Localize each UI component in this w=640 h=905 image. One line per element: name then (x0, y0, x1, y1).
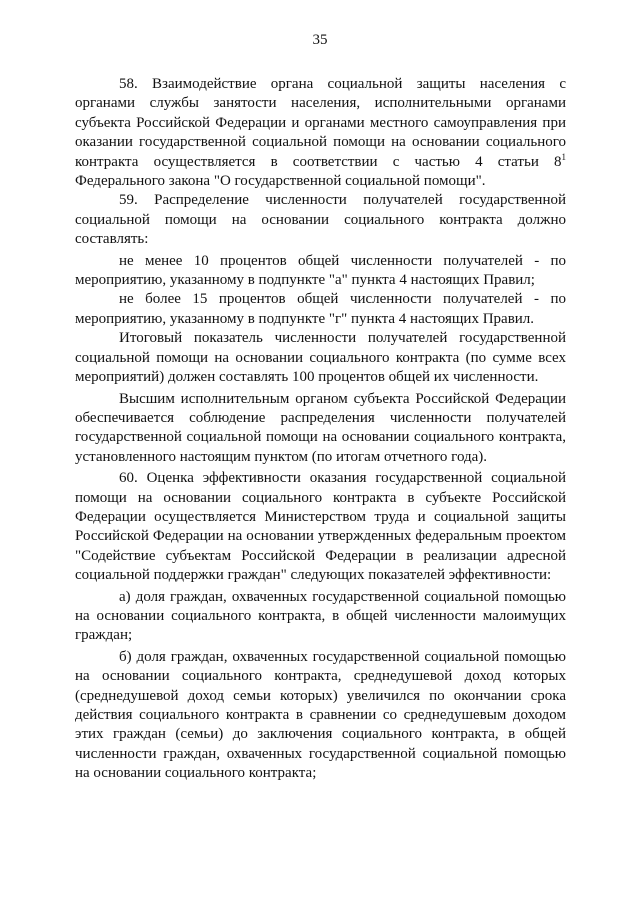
paragraph-59-item-min: не менее 10 процентов общей численности получателей - по мероприятию, указанному в подпункте "а" пункта 4 настоящих Правил; (75, 252, 566, 289)
paragraph-60-item-a: а) доля граждан, охваченных государственной социальной помощью на основании социального контракта, в общей численности малоимущих граждан; (75, 588, 566, 644)
page-number: 35 (312, 32, 328, 48)
paragraph-60-item-b: б) доля граждан, охваченных государственной социальной помощью на основании социального контракта, среднедушевой доход которых (среднедушевой доход семьи которых) увеличился по окончании срока действия социального контракта в сравнении со среднедушевым доходом этих граждан (семьи) до заключения социального контракта, в общей численности граждан, охваченных государственной социальной помощью на основании социального контракта; (75, 648, 566, 782)
paragraph-59: 59. Распределение численности получателей государственной социальной помощи на основании социального контракта должно составлять: (75, 192, 566, 248)
paragraph-60: 60. Оценка эффективности оказания государственной социальной помощи на основании социального контракта в субъекте Российской Федерации осуществляется Министерством труда и социальной защиты Российской Федерации на основании утвержденных федеральным проектом "Содействие субъектам Российской Федерации в реализации адресной социальной поддержки граждан" следующих показателей эффективности: (75, 470, 566, 584)
paragraph-58 (75, 75, 566, 191)
paragraph-58-tail: Федерального закона "О государственной социальной помощи". (75, 173, 486, 190)
paragraph-59-distribution: Высшим исполнительным органом субъекта Российской Федерации обеспечивается соблюдение распределения численности получателей государственной социальной помощи на основании социального контракта, установленного настоящим пунктом (по итогам отчетного года). (75, 390, 566, 465)
document-body (75, 75, 566, 784)
paragraph-58-text: 58. Взаимодействие органа социальной защиты населения с органами службы занятости населения, исполнительными органами субъекта Российской Федерации и органами местного самоуправления при оказании государственной социальной помощи на основании социального контракта осуществляется в соответствии с частью 4 статьи 8 (75, 76, 566, 170)
paragraph-59-item-max: не более 15 процентов общей численности получателей - по мероприятию, указанному в подпункте "г" пункта 4 настоящих Правил. (75, 291, 566, 327)
footnote-superscript: 1 (561, 151, 566, 162)
paragraph-59-total: Итоговый показатель численности получателей государственной социальной помощи на основании социального контракта (по сумме всех мероприятий) должен составлять 100 процентов общей их численности. (75, 330, 566, 386)
